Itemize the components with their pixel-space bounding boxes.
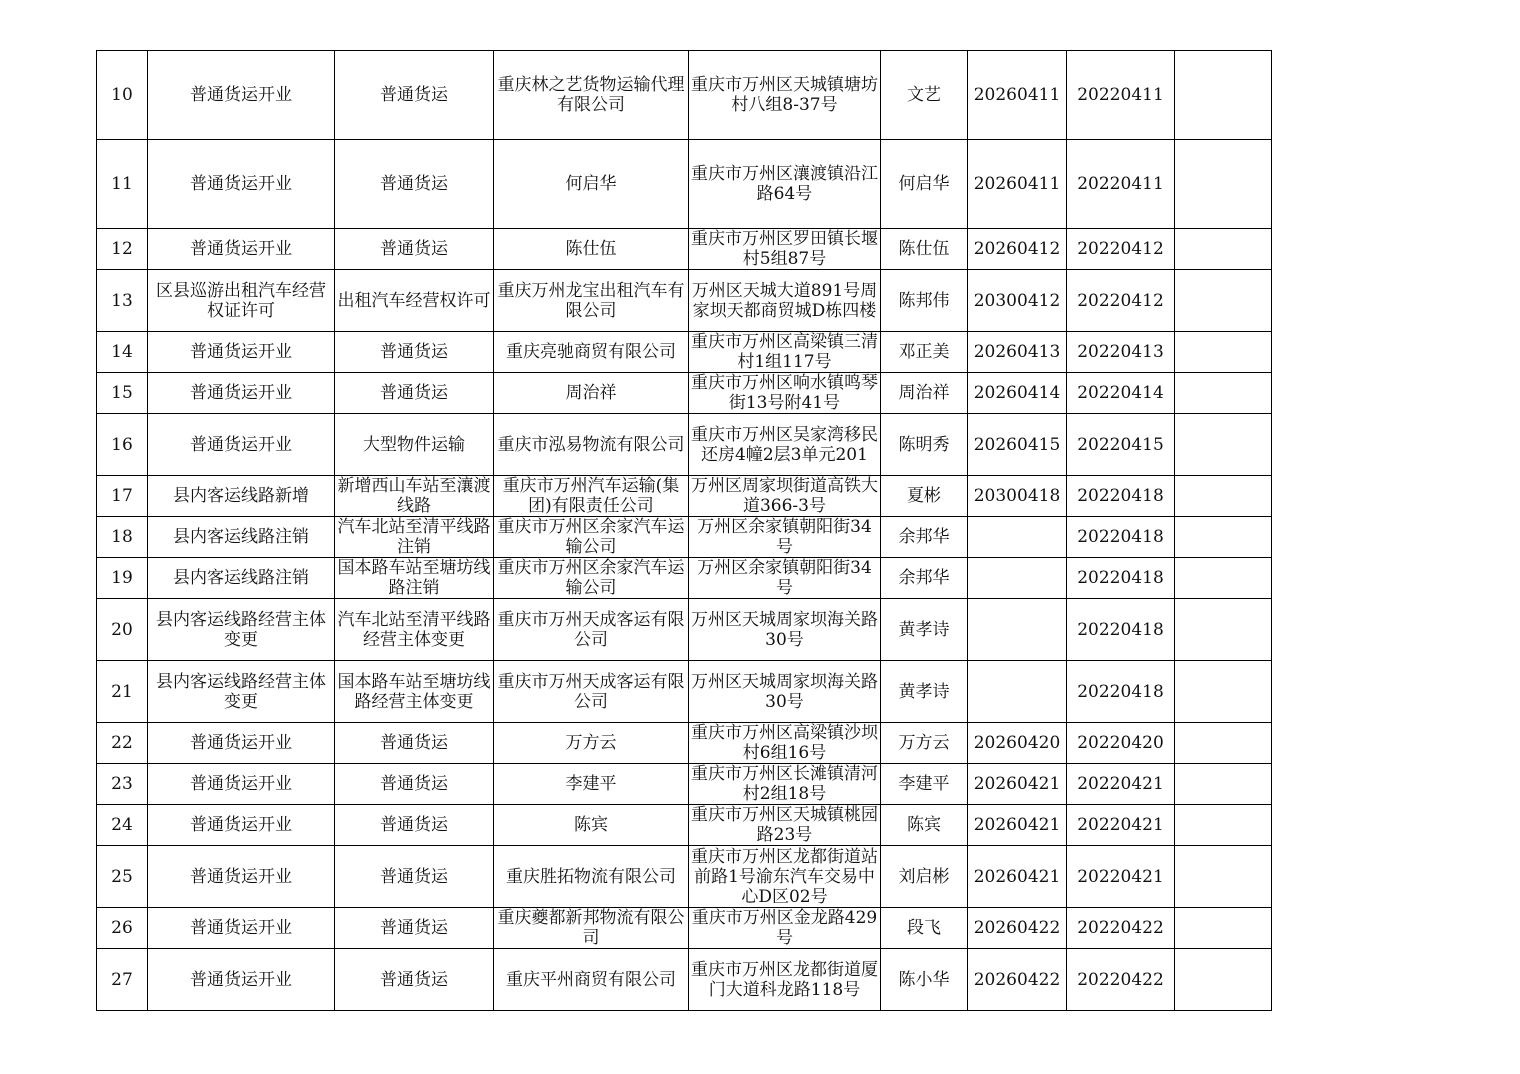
issue-date-cell: 20220415 [1067, 414, 1175, 476]
remarks-cell [1175, 723, 1272, 764]
issue-date-cell: 20220421 [1067, 764, 1175, 805]
applicant-name-cell: 重庆市万州区余家汽车运输公司 [494, 517, 689, 558]
business-type-cell: 普通货运开业 [148, 846, 335, 908]
remarks-cell [1175, 846, 1272, 908]
legal-representative-cell: 陈宾 [881, 805, 968, 846]
table-row [97, 517, 1272, 558]
applicant-name-cell: 重庆市万州天成客运有限公司 [494, 599, 689, 661]
applicant-name-cell: 重庆胜拓物流有限公司 [494, 846, 689, 908]
remarks-cell [1175, 908, 1272, 949]
business-item-cell: 普通货运 [335, 805, 494, 846]
table-row [97, 51, 1272, 140]
issue-date-cell: 20220411 [1067, 140, 1175, 229]
remarks-cell [1175, 373, 1272, 414]
valid-until-date-cell: 20260422 [968, 908, 1067, 949]
valid-until-date-cell [968, 661, 1067, 723]
issue-date-cell: 20220421 [1067, 805, 1175, 846]
applicant-name-cell: 重庆市万州区余家汽车运输公司 [494, 558, 689, 599]
valid-until-date-cell: 20260412 [968, 229, 1067, 270]
valid-until-date-cell: 20260413 [968, 332, 1067, 373]
applicant-name-cell: 重庆林之艺货物运输代理有限公司 [494, 51, 689, 140]
business-item-cell: 国本路车站至塘坊线路注销 [335, 558, 494, 599]
valid-until-date-cell: 20260411 [968, 51, 1067, 140]
table-row [97, 723, 1272, 764]
valid-until-date-cell: 20260420 [968, 723, 1067, 764]
applicant-address-cell: 重庆市万州区高梁镇三清村1组117号 [689, 332, 881, 373]
record-table [96, 50, 1272, 1011]
legal-representative-cell: 黄孝诗 [881, 599, 968, 661]
legal-representative-cell: 万方云 [881, 723, 968, 764]
row-number-cell: 11 [97, 140, 148, 229]
valid-until-date-cell [968, 517, 1067, 558]
business-item-cell: 新增西山车站至瀼渡线路 [335, 476, 494, 517]
business-type-cell: 普通货运开业 [148, 949, 335, 1011]
table-row [97, 270, 1272, 332]
row-number-cell: 16 [97, 414, 148, 476]
row-number-cell: 22 [97, 723, 148, 764]
issue-date-cell: 20220411 [1067, 51, 1175, 140]
valid-until-date-cell: 20300412 [968, 270, 1067, 332]
business-type-cell: 普通货运开业 [148, 723, 335, 764]
valid-until-date-cell [968, 599, 1067, 661]
business-type-cell: 县内客运线路经营主体变更 [148, 661, 335, 723]
row-number-cell: 13 [97, 270, 148, 332]
valid-until-date-cell: 20300418 [968, 476, 1067, 517]
business-type-cell: 普通货运开业 [148, 414, 335, 476]
row-number-cell: 27 [97, 949, 148, 1011]
business-type-cell: 普通货运开业 [148, 764, 335, 805]
applicant-address-cell: 重庆市万州区天城镇塘坊村八组8-37号 [689, 51, 881, 140]
business-item-cell: 普通货运 [335, 51, 494, 140]
business-type-cell: 县内客运线路注销 [148, 558, 335, 599]
legal-representative-cell: 段飞 [881, 908, 968, 949]
business-item-cell: 汽车北站至清平线路注销 [335, 517, 494, 558]
issue-date-cell: 20220422 [1067, 949, 1175, 1011]
legal-representative-cell: 陈小华 [881, 949, 968, 1011]
business-item-cell: 普通货运 [335, 373, 494, 414]
applicant-name-cell: 重庆市万州天成客运有限公司 [494, 661, 689, 723]
table-row [97, 414, 1272, 476]
row-number-cell: 23 [97, 764, 148, 805]
remarks-cell [1175, 414, 1272, 476]
table-row [97, 229, 1272, 270]
valid-until-date-cell [968, 558, 1067, 599]
issue-date-cell: 20220418 [1067, 599, 1175, 661]
business-type-cell: 县内客运线路注销 [148, 517, 335, 558]
row-number-cell: 26 [97, 908, 148, 949]
valid-until-date-cell: 20260421 [968, 846, 1067, 908]
legal-representative-cell: 余邦华 [881, 558, 968, 599]
remarks-cell [1175, 140, 1272, 229]
business-item-cell: 汽车北站至清平线路经营主体变更 [335, 599, 494, 661]
legal-representative-cell: 陈明秀 [881, 414, 968, 476]
issue-date-cell: 20220412 [1067, 270, 1175, 332]
valid-until-date-cell: 20260414 [968, 373, 1067, 414]
issue-date-cell: 20220414 [1067, 373, 1175, 414]
applicant-address-cell: 重庆市万州区龙都街道站前路1号渝东汽车交易中心D区02号 [689, 846, 881, 908]
business-type-cell: 普通货运开业 [148, 229, 335, 270]
issue-date-cell: 20220420 [1067, 723, 1175, 764]
applicant-name-cell: 重庆市泓易物流有限公司 [494, 414, 689, 476]
applicant-address-cell: 重庆市万州区天城镇桃园路23号 [689, 805, 881, 846]
row-number-cell: 12 [97, 229, 148, 270]
legal-representative-cell: 夏彬 [881, 476, 968, 517]
business-item-cell: 普通货运 [335, 332, 494, 373]
legal-representative-cell: 黄孝诗 [881, 661, 968, 723]
legal-representative-cell: 李建平 [881, 764, 968, 805]
legal-representative-cell: 陈仕伍 [881, 229, 968, 270]
business-item-cell: 普通货运 [335, 949, 494, 1011]
valid-until-date-cell: 20260422 [968, 949, 1067, 1011]
row-number-cell: 19 [97, 558, 148, 599]
table-row [97, 599, 1272, 661]
applicant-name-cell: 重庆市万州汽车运输(集团)有限责任公司 [494, 476, 689, 517]
issue-date-cell: 20220418 [1067, 476, 1175, 517]
applicant-address-cell: 万州区天城周家坝海关路30号 [689, 661, 881, 723]
business-item-cell: 普通货运 [335, 229, 494, 270]
applicant-address-cell: 万州区余家镇朝阳街34号 [689, 517, 881, 558]
applicant-address-cell: 重庆市万州区罗田镇长堰村5组87号 [689, 229, 881, 270]
remarks-cell [1175, 949, 1272, 1011]
issue-date-cell: 20220422 [1067, 908, 1175, 949]
remarks-cell [1175, 661, 1272, 723]
table-row [97, 140, 1272, 229]
issue-date-cell: 20220413 [1067, 332, 1175, 373]
table-row [97, 476, 1272, 517]
business-item-cell: 出租汽车经营权许可 [335, 270, 494, 332]
applicant-address-cell: 万州区周家坝街道高铁大道366-3号 [689, 476, 881, 517]
legal-representative-cell: 邓正美 [881, 332, 968, 373]
applicant-name-cell: 万方云 [494, 723, 689, 764]
business-item-cell: 大型物件运输 [335, 414, 494, 476]
business-item-cell: 普通货运 [335, 846, 494, 908]
applicant-address-cell: 万州区天城大道891号周家坝天都商贸城D栋四楼 [689, 270, 881, 332]
valid-until-date-cell: 20260411 [968, 140, 1067, 229]
row-number-cell: 10 [97, 51, 148, 140]
applicant-address-cell: 重庆市万州区吴家湾移民还房4幢2层3单元201 [689, 414, 881, 476]
remarks-cell [1175, 229, 1272, 270]
row-number-cell: 15 [97, 373, 148, 414]
remarks-cell [1175, 764, 1272, 805]
applicant-name-cell: 周治祥 [494, 373, 689, 414]
table-row [97, 764, 1272, 805]
applicant-name-cell: 重庆夔都新邦物流有限公司 [494, 908, 689, 949]
table-row [97, 558, 1272, 599]
applicant-name-cell: 重庆平州商贸有限公司 [494, 949, 689, 1011]
remarks-cell [1175, 51, 1272, 140]
applicant-name-cell: 何启华 [494, 140, 689, 229]
row-number-cell: 25 [97, 846, 148, 908]
applicant-address-cell: 重庆市万州区响水镇鸣琴街13号附41号 [689, 373, 881, 414]
business-type-cell: 普通货运开业 [148, 332, 335, 373]
table-row [97, 908, 1272, 949]
valid-until-date-cell: 20260421 [968, 764, 1067, 805]
business-type-cell: 普通货运开业 [148, 140, 335, 229]
business-type-cell: 县内客运线路新增 [148, 476, 335, 517]
row-number-cell: 21 [97, 661, 148, 723]
business-type-cell: 普通货运开业 [148, 805, 335, 846]
business-type-cell: 县内客运线路经营主体变更 [148, 599, 335, 661]
legal-representative-cell: 周治祥 [881, 373, 968, 414]
table-row [97, 661, 1272, 723]
row-number-cell: 14 [97, 332, 148, 373]
business-type-cell: 普通货运开业 [148, 51, 335, 140]
remarks-cell [1175, 476, 1272, 517]
applicant-name-cell: 李建平 [494, 764, 689, 805]
table-row [97, 373, 1272, 414]
row-number-cell: 24 [97, 805, 148, 846]
applicant-name-cell: 陈宾 [494, 805, 689, 846]
business-type-cell: 普通货运开业 [148, 373, 335, 414]
legal-representative-cell: 文艺 [881, 51, 968, 140]
row-number-cell: 17 [97, 476, 148, 517]
remarks-cell [1175, 599, 1272, 661]
remarks-cell [1175, 270, 1272, 332]
legal-representative-cell: 余邦华 [881, 517, 968, 558]
applicant-name-cell: 重庆亮驰商贸有限公司 [494, 332, 689, 373]
issue-date-cell: 20220418 [1067, 661, 1175, 723]
business-item-cell: 国本路车站至塘坊线路经营主体变更 [335, 661, 494, 723]
applicant-address-cell: 万州区天城周家坝海关路30号 [689, 599, 881, 661]
issue-date-cell: 20220418 [1067, 558, 1175, 599]
remarks-cell [1175, 332, 1272, 373]
legal-representative-cell: 何启华 [881, 140, 968, 229]
remarks-cell [1175, 517, 1272, 558]
business-type-cell: 区县巡游出租汽车经营权证许可 [148, 270, 335, 332]
remarks-cell [1175, 558, 1272, 599]
valid-until-date-cell: 20260421 [968, 805, 1067, 846]
applicant-name-cell: 重庆万州龙宝出租汽车有限公司 [494, 270, 689, 332]
table-row [97, 805, 1272, 846]
table-row [97, 846, 1272, 908]
applicant-address-cell: 重庆市万州区长滩镇清河村2组18号 [689, 764, 881, 805]
issue-date-cell: 20220421 [1067, 846, 1175, 908]
row-number-cell: 20 [97, 599, 148, 661]
applicant-address-cell: 重庆市万州区金龙路429号 [689, 908, 881, 949]
legal-representative-cell: 陈邦伟 [881, 270, 968, 332]
business-type-cell: 普通货运开业 [148, 908, 335, 949]
table-row [97, 949, 1272, 1011]
legal-representative-cell: 刘启彬 [881, 846, 968, 908]
business-item-cell: 普通货运 [335, 723, 494, 764]
valid-until-date-cell: 20260415 [968, 414, 1067, 476]
applicant-name-cell: 陈仕伍 [494, 229, 689, 270]
applicant-address-cell: 重庆市万州区高梁镇沙坝村6组16号 [689, 723, 881, 764]
business-item-cell: 普通货运 [335, 764, 494, 805]
row-number-cell: 18 [97, 517, 148, 558]
issue-date-cell: 20220412 [1067, 229, 1175, 270]
table-row [97, 332, 1272, 373]
applicant-address-cell: 万州区余家镇朝阳街34号 [689, 558, 881, 599]
applicant-address-cell: 重庆市万州区龙都街道厦门大道科龙路118号 [689, 949, 881, 1011]
remarks-cell [1175, 805, 1272, 846]
business-item-cell: 普通货运 [335, 908, 494, 949]
business-item-cell: 普通货运 [335, 140, 494, 229]
issue-date-cell: 20220418 [1067, 517, 1175, 558]
applicant-address-cell: 重庆市万州区瀼渡镇沿江路64号 [689, 140, 881, 229]
